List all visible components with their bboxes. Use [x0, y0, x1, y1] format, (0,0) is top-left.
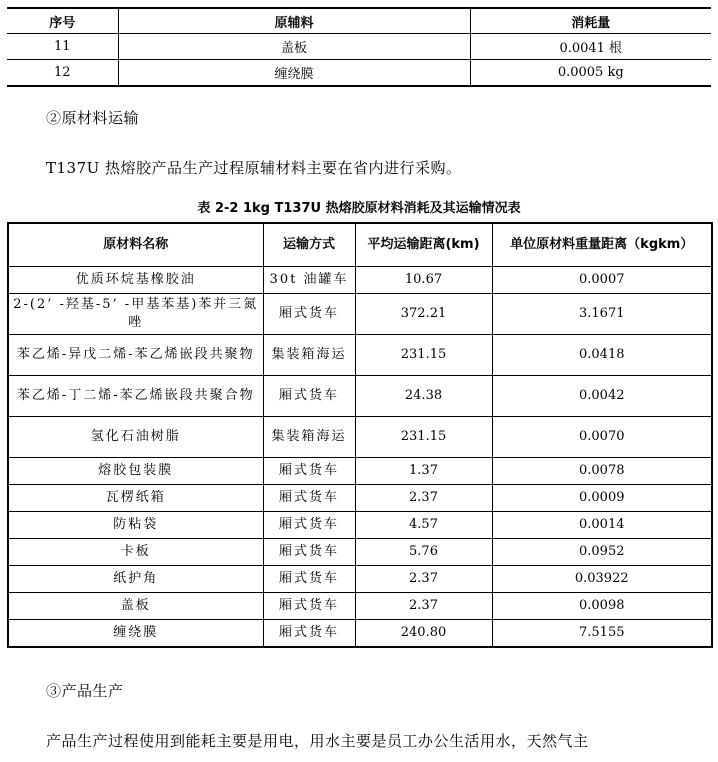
table-header-row	[7, 8, 711, 34]
table-row	[8, 267, 712, 294]
header-avg-distance: 平均运输距离(km)	[355, 223, 492, 267]
header-consumption: 消耗量	[470, 8, 711, 34]
cell-material: 缠绕膜	[118, 60, 470, 87]
header-index: 序号	[7, 8, 118, 34]
table-row	[8, 512, 712, 539]
cell-avg-distance: 4.57	[355, 512, 492, 539]
cell-avg-distance: 5.76	[355, 539, 492, 566]
cell-weight-distance: 0.0007	[492, 267, 712, 294]
cell-weight-distance: 0.03922	[492, 566, 712, 593]
table-row	[7, 34, 711, 60]
cell-material-name: 优质环烷基橡胶油	[8, 267, 263, 294]
cell-weight-distance: 3.1671	[492, 294, 712, 335]
cell-weight-distance: 0.0042	[492, 376, 712, 417]
header-weight-distance: 单位原材料重量距离（kgkm）	[492, 223, 712, 267]
cell-avg-distance: 10.67	[355, 267, 492, 294]
paragraph-energy: 产品生产过程使用到能耗主要是用电，用水主要是员工办公生活用水，天然气主	[46, 732, 589, 750]
cell-weight-distance: 0.0952	[492, 539, 712, 566]
cell-transport-mode: 厢式货车	[263, 620, 355, 648]
table-row	[8, 458, 712, 485]
cell-material-name: 苯乙烯-丁二烯-苯乙烯嵌段共聚合物	[8, 376, 263, 417]
cell-transport-mode: 集装箱海运	[263, 417, 355, 458]
cell-transport-mode: 厢式货车	[263, 512, 355, 539]
table-row	[7, 60, 711, 87]
cell-transport-mode: 厢式货车	[263, 539, 355, 566]
cell-weight-distance: 7.5155	[492, 620, 712, 648]
cell-avg-distance: 2.37	[355, 566, 492, 593]
cell-avg-distance: 372.21	[355, 294, 492, 335]
cell-material-name: 纸护角	[8, 566, 263, 593]
cell-material-name: 氢化石油树脂	[8, 417, 263, 458]
table-caption: 表 2-2 1kg T137U 热熔胶原材料消耗及其运输情况表	[197, 201, 521, 216]
table-row	[8, 335, 712, 376]
transport-table	[7, 222, 713, 648]
section-heading-production: ③产品生产	[46, 682, 124, 700]
cell-transport-mode: 厢式货车	[263, 566, 355, 593]
cell-material-name: 卡板	[8, 539, 263, 566]
table-row	[8, 294, 712, 335]
table-row	[8, 620, 712, 648]
cell-weight-distance: 0.0070	[492, 417, 712, 458]
cell-index: 11	[7, 34, 118, 60]
cell-weight-distance: 0.0098	[492, 593, 712, 620]
cell-transport-mode: 集装箱海运	[263, 335, 355, 376]
cell-avg-distance: 240.80	[355, 620, 492, 648]
cell-weight-distance: 0.0014	[492, 512, 712, 539]
cell-material-name: 瓦楞纸箱	[8, 485, 263, 512]
table-row	[8, 566, 712, 593]
cell-consumption: 0.0041 根	[470, 34, 711, 60]
cell-material-name: 盖板	[8, 593, 263, 620]
cell-material-name: 防粘袋	[8, 512, 263, 539]
cell-avg-distance: 2.37	[355, 593, 492, 620]
table-row	[8, 417, 712, 458]
cell-weight-distance: 0.0009	[492, 485, 712, 512]
cell-index: 12	[7, 60, 118, 87]
cell-consumption: 0.0005 kg	[470, 60, 711, 87]
cell-transport-mode: 厢式货车	[263, 485, 355, 512]
cell-avg-distance: 231.15	[355, 417, 492, 458]
cell-avg-distance: 24.38	[355, 376, 492, 417]
cell-transport-mode: 30t 油罐车	[263, 267, 355, 294]
section-heading-transport: ②原材料运输	[46, 109, 140, 127]
cell-material-name: 缠绕膜	[8, 620, 263, 648]
consumption-table-continued	[7, 7, 711, 87]
table-row	[8, 539, 712, 566]
table-header-row	[8, 223, 712, 267]
header-transport-mode: 运输方式	[263, 223, 355, 267]
cell-avg-distance: 2.37	[355, 485, 492, 512]
header-material: 原辅料	[118, 8, 470, 34]
cell-transport-mode: 厢式货车	[263, 458, 355, 485]
cell-material-name: 熔胶包装膜	[8, 458, 263, 485]
paragraph-procurement: T137U 热熔胶产品生产过程原辅材料主要在省内进行采购。	[46, 159, 462, 177]
cell-material: 盖板	[118, 34, 470, 60]
header-material-name: 原材料名称	[8, 223, 263, 267]
cell-transport-mode: 厢式货车	[263, 294, 355, 335]
table-row	[8, 485, 712, 512]
cell-avg-distance: 231.15	[355, 335, 492, 376]
table-row	[8, 376, 712, 417]
cell-transport-mode: 厢式货车	[263, 376, 355, 417]
transport-table-body	[8, 267, 712, 648]
cell-weight-distance: 0.0418	[492, 335, 712, 376]
cell-weight-distance: 0.0078	[492, 458, 712, 485]
cell-material-name: 2-(2’ -羟基-5’ -甲基苯基)苯并三氮唑	[8, 294, 263, 335]
cell-transport-mode: 厢式货车	[263, 593, 355, 620]
cell-avg-distance: 1.37	[355, 458, 492, 485]
cell-material-name: 苯乙烯-异戊二烯-苯乙烯嵌段共聚物	[8, 335, 263, 376]
table-row	[8, 593, 712, 620]
